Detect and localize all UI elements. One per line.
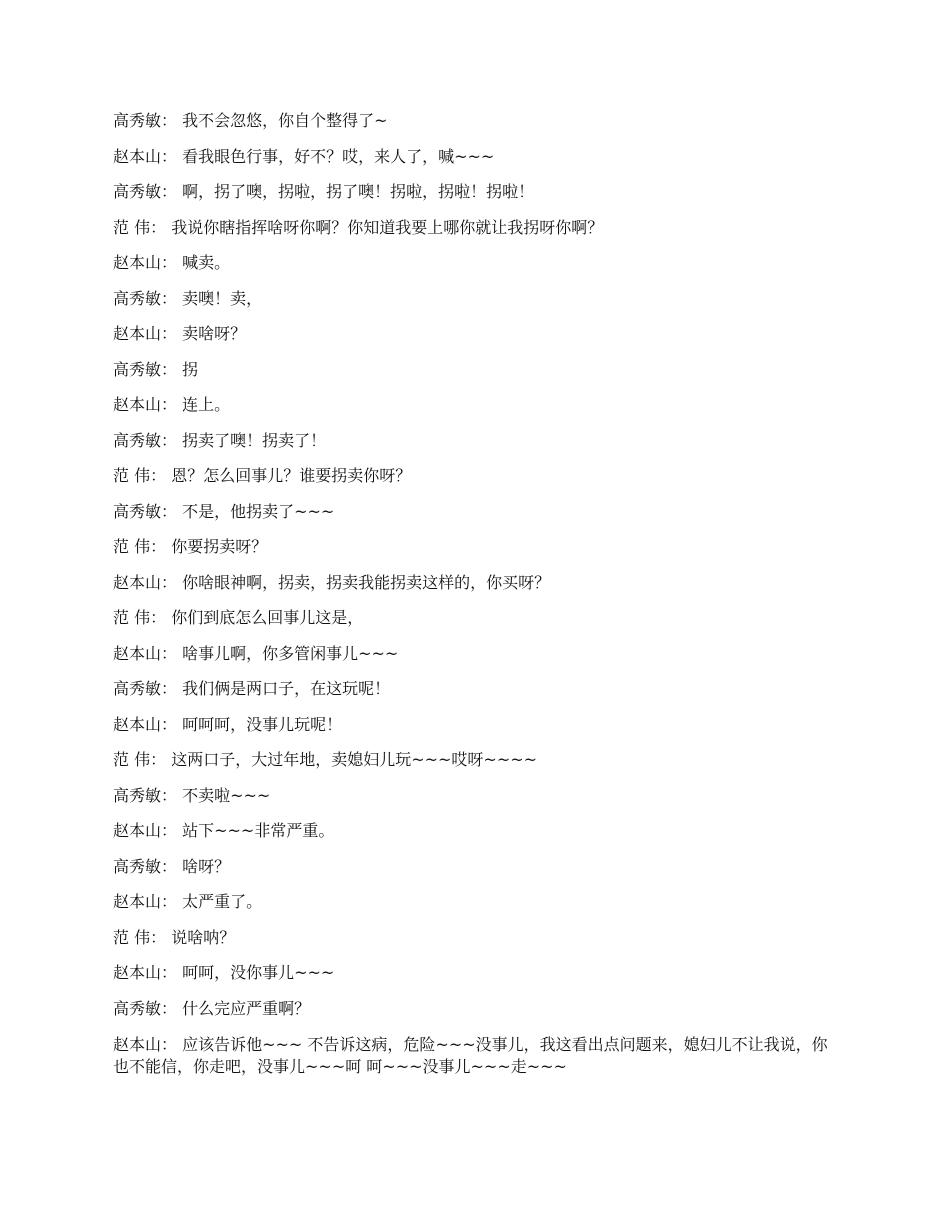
line-text: 喊卖。 [182, 253, 231, 272]
line-text: 连上。 [182, 395, 231, 414]
speaker-label: 高秀敏： [113, 856, 178, 876]
dialogue-line [113, 821, 838, 841]
line-text: 什么完应严重啊？ [182, 998, 311, 1018]
speaker-label: 高秀敏： [113, 359, 178, 379]
dialogue-line [113, 502, 838, 522]
dialogue-line [113, 147, 838, 167]
dialogue-line [113, 715, 838, 735]
speaker-label: 范 伟： [113, 750, 167, 769]
speaker-label: 高秀敏： [113, 785, 178, 805]
speaker-label: 范 伟： [113, 927, 167, 947]
speaker-label: 赵本山： [113, 146, 178, 166]
speaker-label: 范 伟： [113, 217, 167, 237]
line-text: 呵呵，没你事儿~~~ [182, 963, 335, 982]
line-text: 这两口子，大过年地，卖媳妇儿玩~~~哎呀~~~~ [171, 750, 538, 769]
dialogue-line [113, 608, 838, 628]
line-text: 恩？怎么回事儿？谁要拐卖你呀？ [171, 466, 412, 485]
line-text: 看我眼色行事，好不？哎，来人了，喊~~~ [182, 146, 495, 166]
speaker-label: 高秀敏： [113, 182, 178, 201]
line-text: 卖噢！卖， [182, 288, 263, 308]
dialogue-script [113, 111, 838, 1094]
line-text: 我不会忽悠，你自个整得了~ [182, 111, 388, 130]
dialogue-line [113, 786, 838, 806]
line-text: 你要拐卖呀？ [171, 537, 268, 556]
speaker-label: 高秀敏： [113, 998, 178, 1018]
dialogue-line [113, 360, 838, 380]
line-text: 呵呵呵，没事儿玩呢！ [182, 714, 343, 734]
dialogue-line [113, 963, 838, 983]
speaker-label: 赵本山： [113, 963, 178, 982]
line-text: 拐卖了噢！拐卖了！ [182, 430, 327, 450]
dialogue-line [113, 857, 838, 877]
line-text: 不是，他拐卖了~~~ [182, 501, 335, 521]
speaker-label: 赵本山： [113, 714, 178, 734]
dialogue-line [113, 111, 838, 131]
speaker-label: 高秀敏： [113, 288, 178, 308]
line-text: 站下~~~非常严重。 [182, 821, 335, 840]
dialogue-line [113, 218, 838, 238]
dialogue-line [113, 289, 838, 309]
dialogue-line [113, 679, 838, 699]
dialogue-line [113, 644, 838, 664]
line-text: 卖啥呀？ [182, 324, 247, 343]
dialogue-line [113, 324, 838, 344]
speaker-label: 高秀敏： [113, 430, 178, 450]
line-text: 说啥呐？ [171, 927, 236, 947]
dialogue-line [113, 466, 838, 486]
line-text: 啥事儿啊，你多管闲事儿~~~ [182, 643, 399, 663]
line-text: 太严重了。 [182, 892, 263, 911]
speaker-label: 赵本山： [113, 1035, 178, 1054]
speaker-label: 范 伟： [113, 537, 167, 556]
line-text: 你们到底怎么回事儿这是， [171, 608, 364, 627]
line-text: 我说你瞎指挥啥呀你啊？你知道我要上哪你就让我拐呀你啊？ [171, 217, 604, 237]
speaker-label: 高秀敏： [113, 679, 178, 698]
speaker-label: 赵本山： [113, 572, 178, 592]
dialogue-line [113, 1034, 838, 1078]
dialogue-line [113, 928, 838, 948]
speaker-label: 赵本山： [113, 395, 178, 414]
dialogue-line [113, 750, 838, 770]
line-text: 你啥眼神啊，拐卖，拐卖我能拐卖这样的，你买呀？ [182, 572, 551, 592]
line-text: 啥呀？ [182, 856, 231, 876]
speaker-label: 范 伟： [113, 466, 167, 485]
speaker-label: 高秀敏： [113, 111, 178, 130]
dialogue-line [113, 573, 838, 593]
line-text: 拐 [182, 359, 199, 379]
speaker-label: 赵本山： [113, 821, 178, 840]
speaker-label: 高秀敏： [113, 501, 178, 521]
dialogue-line [113, 253, 838, 273]
speaker-label: 范 伟： [113, 608, 167, 627]
line-text: 应该告诉他~~~ 不告诉这病，危险~~~没事儿，我这看出点问题来，媳妇儿不让我说，你也不能信，你走吧，没事儿~~~呵 呵~~~没事儿~~~走~~~ [113, 1035, 828, 1076]
line-text: 啊，拐了噢，拐啦，拐了噢！拐啦，拐啦！拐啦！ [182, 182, 535, 201]
dialogue-line [113, 537, 838, 557]
dialogue-line [113, 892, 838, 912]
speaker-label: 赵本山： [113, 253, 178, 272]
dialogue-line [113, 395, 838, 415]
dialogue-line [113, 999, 838, 1019]
dialogue-line [113, 431, 838, 451]
speaker-label: 赵本山： [113, 324, 178, 343]
line-text: 不卖啦~~~ [182, 785, 271, 805]
dialogue-line [113, 182, 838, 202]
speaker-label: 赵本山： [113, 892, 178, 911]
line-text: 我们俩是两口子，在这玩呢！ [182, 679, 391, 698]
speaker-label: 赵本山： [113, 643, 178, 663]
